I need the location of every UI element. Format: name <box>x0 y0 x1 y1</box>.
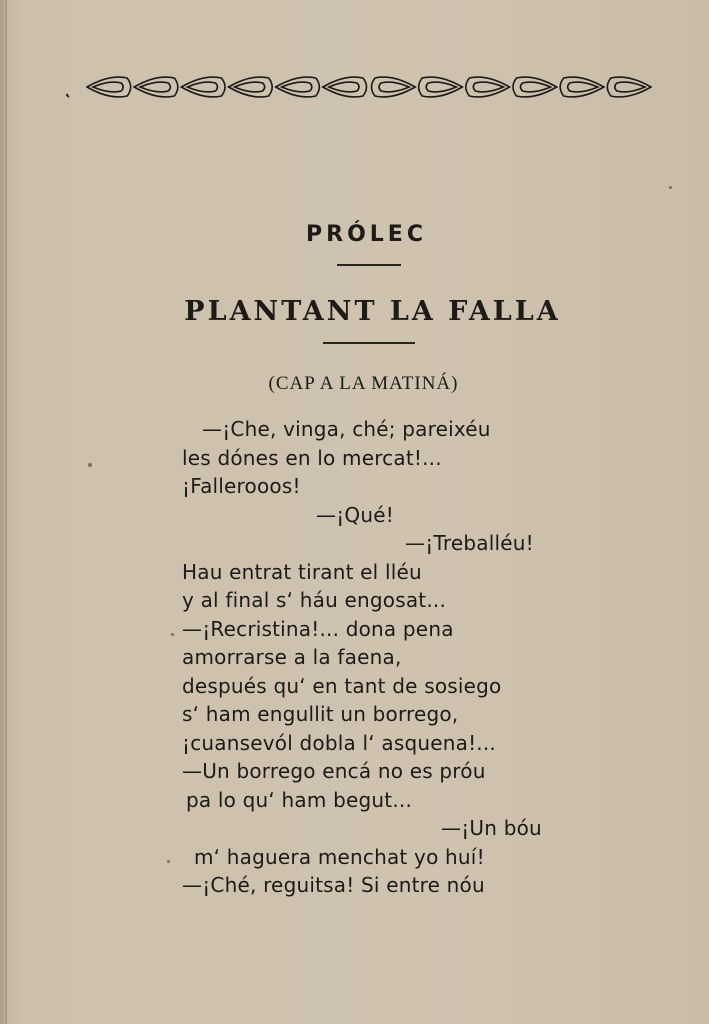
verse-line: les dónes en lo mercat!... <box>182 446 442 470</box>
verse-line: —¡Treballéu! <box>405 531 534 555</box>
verse-line: s‘ ham engullit un borrego, <box>182 702 459 726</box>
verse-line: y al final s‘ háu engosat... <box>182 588 447 612</box>
verse-line: después qu‘ en tant de sosiego <box>182 674 502 698</box>
verse-line: m‘ haguera menchat yo huí! <box>194 845 485 869</box>
scene-subtitle: (CAP A LA MATINÁ) <box>268 373 459 394</box>
verse-line: ¡cuansevól dobla l‘ asquena!... <box>182 731 496 755</box>
paper-speck <box>171 633 174 636</box>
paper-speck <box>669 186 672 189</box>
verse-line: amorrarse a la faena, <box>182 645 402 669</box>
verse-line: Hau entrat tirant el lléu <box>182 560 422 584</box>
paper-speck <box>167 860 170 863</box>
page-title: PLANTANT LA FALLA <box>184 296 561 327</box>
prologue-heading: PRÓLEC <box>306 222 427 247</box>
verse-line: —¡Un bóu <box>441 816 542 840</box>
verse-line: —¡Recristina!... dona pena <box>182 617 454 641</box>
verse-line: —¡Qué! <box>316 503 394 527</box>
verse-line: —¡Ché, reguitsa! Si entre nóu <box>182 873 485 897</box>
verse-line: —Un borrego encá no es próu <box>182 759 486 783</box>
verse-line: ¡Fallerooos! <box>182 474 301 498</box>
paper-speck <box>88 463 92 467</box>
verse-line: —¡Che, vinga, ché; pareixéu <box>202 417 491 441</box>
verse-line: pa lo qu‘ ham begut... <box>186 788 413 812</box>
